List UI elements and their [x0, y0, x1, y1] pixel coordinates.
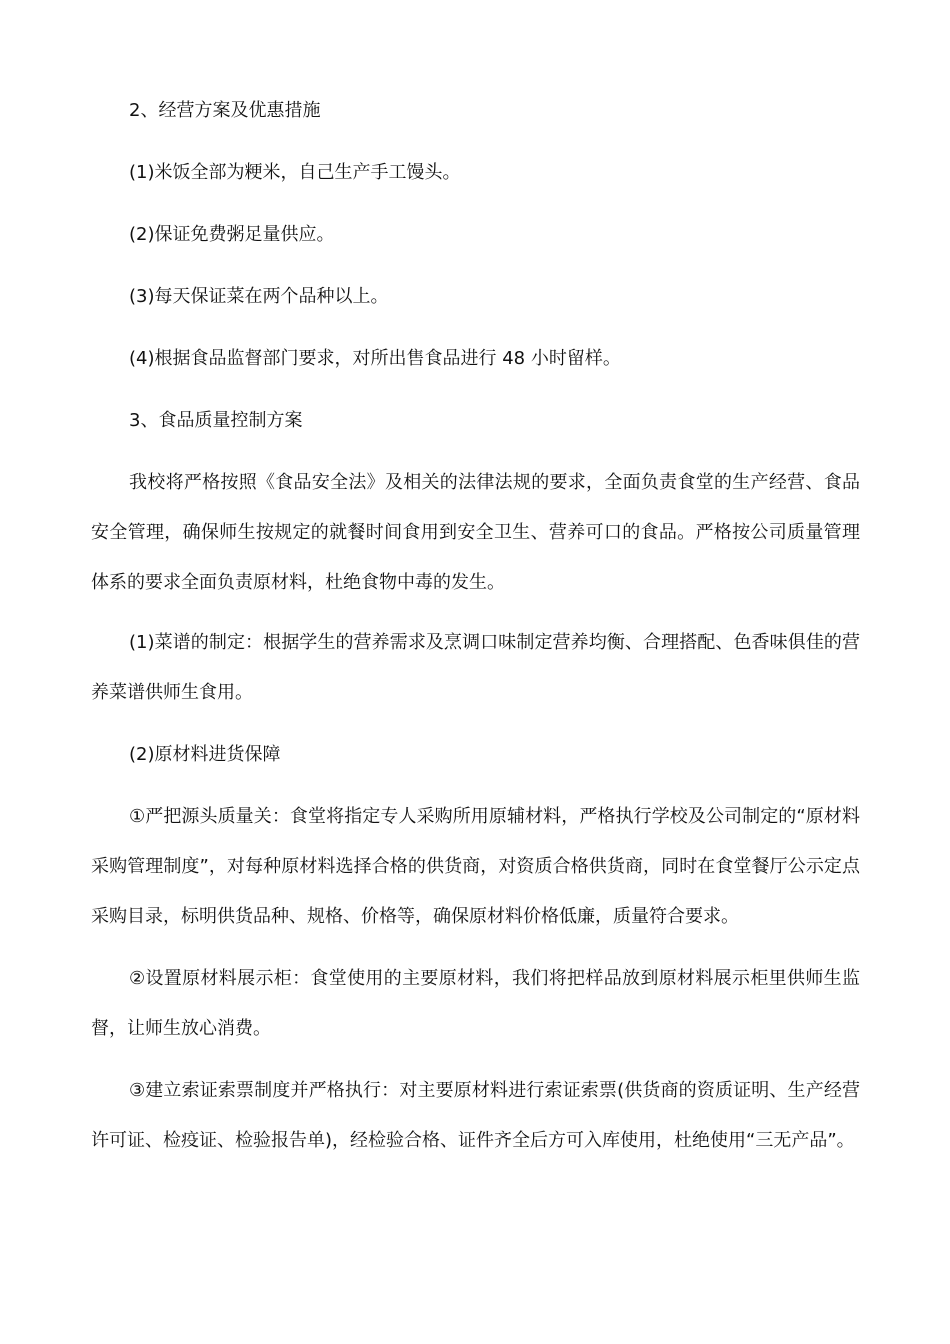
- list-item-dishes: (3)每天保证菜在两个品种以上。: [129, 286, 389, 307]
- list-item-sample-retention: (4)根据食品监督部门要求，对所出售食品进行 48 小时留样。: [129, 348, 621, 369]
- subheading-raw-material-supply: (2)原材料进货保障: [129, 744, 281, 765]
- paragraph-certificate-system: ③建立索证索票制度并严格执行：对主要原材料进行索证索票(供货商的资质证明、生产经营许可证、检疫证、检验报告单)，经检验合格、证件齐全后方可入库使用，杜绝使用“三无产品”。: [91, 1080, 860, 1151]
- paragraph-display-cabinet: ②设置原材料展示柜：食堂使用的主要原材料，我们将把样品放到原材料展示柜里供师生监督，让师生放心消费。: [91, 968, 860, 1039]
- paragraph-source-quality: ①严把源头质量关：食堂将指定专人采购所用原辅材料，严格执行学校及公司制定的“原材料采购管理制度”，对每种原材料选择合格的供货商，对资质合格供货商，同时在食堂餐厅公示定点采购目录，标明供货品种、规格、价格等，确保原材料价格低廉，质量符合要求。: [91, 806, 860, 927]
- list-item-porridge: (2)保证免费粥足量供应。: [129, 224, 335, 245]
- list-item-rice: (1)米饭全部为粳米，自己生产手工馒头。: [129, 162, 461, 183]
- section-heading-operations: 2、经营方案及优惠措施: [129, 100, 321, 121]
- section-heading-quality-control: 3、食品质量控制方案: [129, 410, 303, 431]
- paragraph-menu-planning: (1)菜谱的制定：根据学生的营养需求及烹调口味制定营养均衡、合理搭配、色香味俱佳的营养菜谱供师生食用。: [91, 632, 860, 703]
- paragraph-food-safety-law: 我校将严格按照《食品安全法》及相关的法律法规的要求，全面负责食堂的生产经营、食品安全管理，确保师生按规定的就餐时间食用到安全卫生、营养可口的食品。严格按公司质量管理体系的要求全面负责原材料，杜绝食物中毒的发生。: [91, 472, 860, 593]
